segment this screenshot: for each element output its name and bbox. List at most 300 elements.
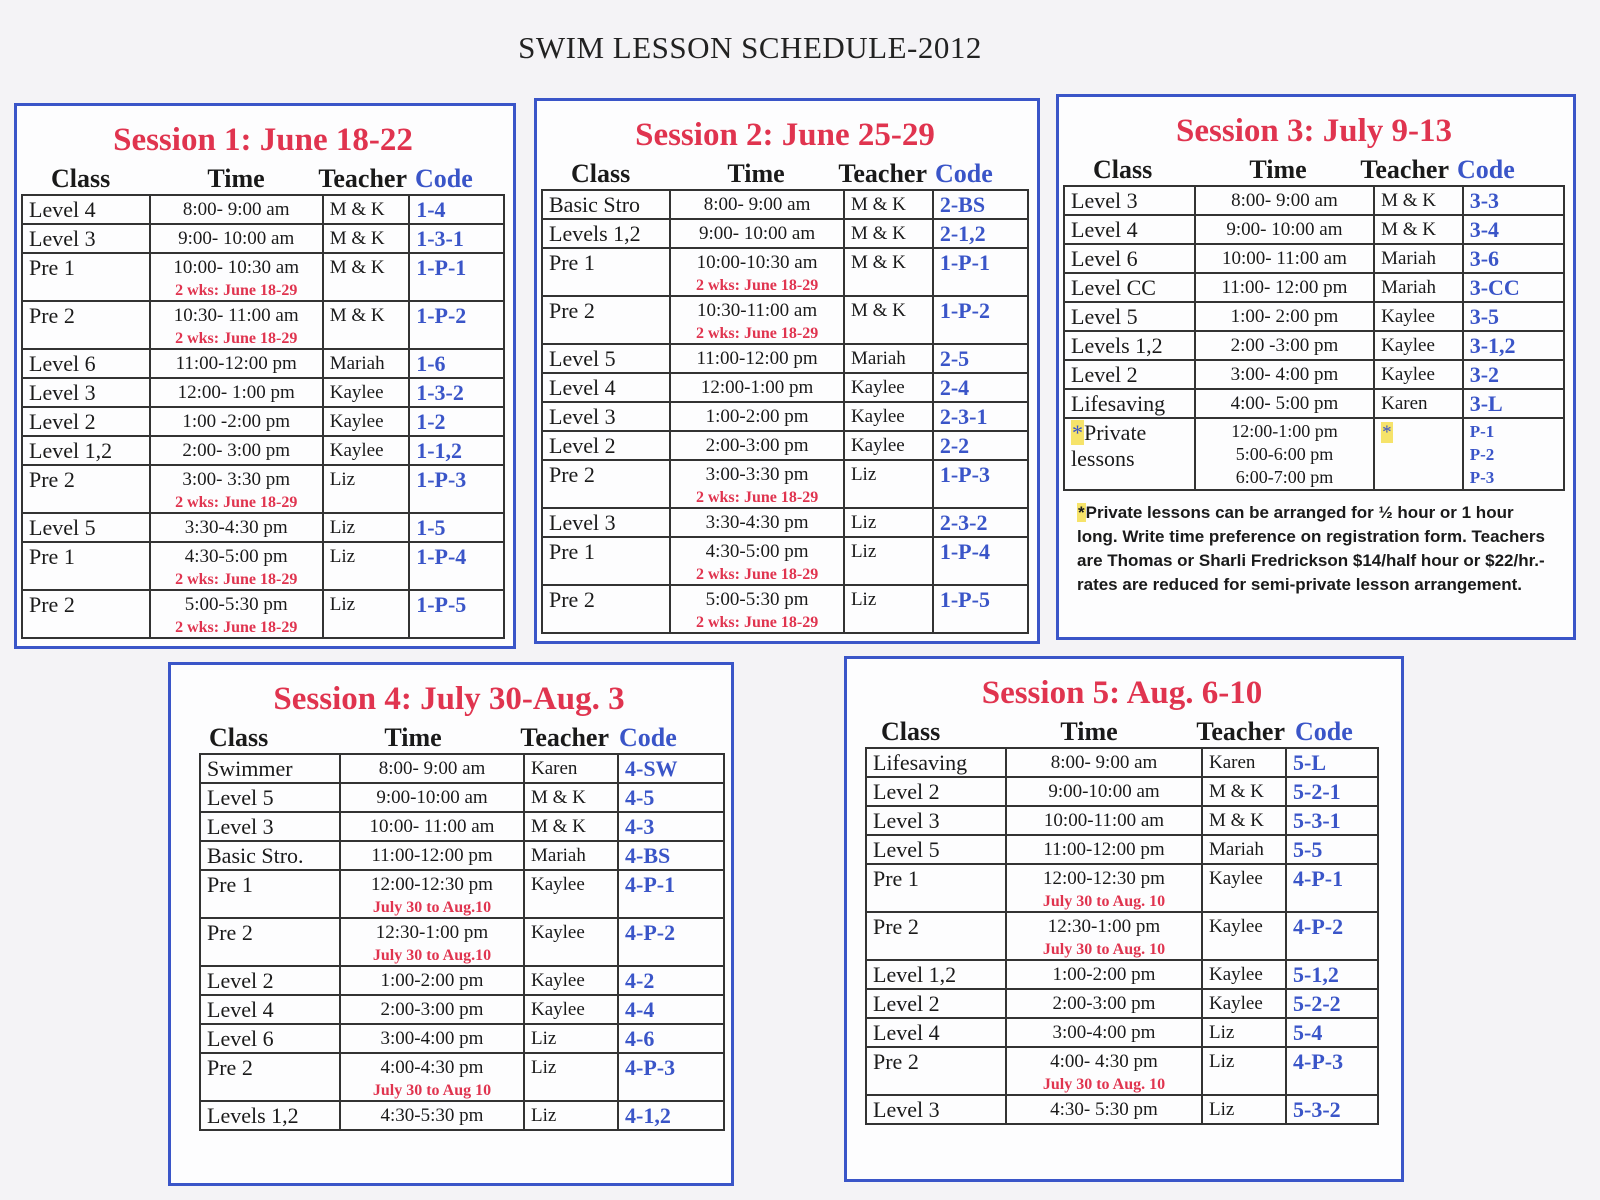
date-range-note: 2 wks: June 18-29 [695, 325, 819, 342]
time-value: 5:00-5:30 pm [705, 589, 809, 610]
class-cell: Level 3 [866, 806, 1006, 835]
time-value: 3:00- 3:30 pm [182, 469, 291, 490]
code-cell: 2-1,2 [933, 219, 1028, 248]
code-cell: 5-2-1 [1286, 777, 1378, 806]
table-row [200, 1024, 724, 1053]
code-header: Code [415, 164, 473, 193]
time-cell [1195, 186, 1374, 215]
class-cell: Pre 1 [22, 253, 150, 301]
table-row [1064, 244, 1564, 273]
private-time: 12:00-1:00 pm [1231, 421, 1338, 441]
code-cell: 1-P-4 [933, 537, 1028, 585]
teacher-cell: Kaylee [1202, 864, 1286, 912]
class-cell: Levels 1,2 [200, 1101, 340, 1130]
teacher-cell: Liz [323, 513, 410, 542]
time-cell [670, 508, 844, 537]
code-header: Code [619, 723, 677, 752]
table-row [866, 1095, 1378, 1124]
time-cell [340, 754, 524, 783]
teacher-cell: Liz [1202, 1018, 1286, 1047]
code-cell: 5-3-1 [1286, 806, 1378, 835]
session-4-box [168, 662, 734, 1186]
date-range-note: 2 wks: June 18-29 [175, 330, 298, 347]
table-row [542, 190, 1028, 219]
time-cell [150, 513, 323, 542]
schedule-table [21, 194, 505, 639]
class-cell: Level 1,2 [866, 960, 1006, 989]
code-cell: 1-P-2 [409, 301, 504, 349]
time-cell [150, 590, 323, 638]
time-cell [1195, 273, 1374, 302]
time-cell [340, 870, 524, 918]
teacher-cell: Mariah [1374, 273, 1463, 302]
time-cell [670, 373, 844, 402]
teacher-header: Teacher [520, 723, 609, 752]
teacher-cell: Kaylee [524, 918, 618, 966]
time-value: 12:00-12:30 pm [1043, 868, 1165, 889]
time-cell [1195, 389, 1374, 418]
teacher-cell: Liz [524, 1101, 618, 1130]
time-cell [1195, 215, 1374, 244]
session-title: Session 5: Aug. 6-10 [981, 675, 1263, 711]
time-value: 10:00-11:00 am [1043, 810, 1165, 831]
table-row [866, 864, 1378, 912]
time-value: 10:00- 10:30 am [173, 257, 300, 278]
teacher-cell: Liz [844, 537, 933, 585]
teacher-cell: Kaylee [323, 436, 410, 465]
time-cell [670, 431, 844, 460]
schedule-table [1063, 185, 1565, 491]
code-cell: 1-P-1 [409, 253, 504, 301]
class-header: Class [209, 723, 269, 752]
table-row [22, 513, 504, 542]
date-range-note: July 30 to Aug. 10 [1042, 941, 1166, 958]
class-cell: Level 5 [1064, 302, 1195, 331]
teacher-cell: Mariah [524, 841, 618, 870]
class-cell: Pre 2 [200, 918, 340, 966]
class-cell: Level 3 [200, 812, 340, 841]
table-row [866, 748, 1378, 777]
table-row [1064, 186, 1564, 215]
time-cell [1195, 244, 1374, 273]
time-cell [150, 436, 323, 465]
time-value: 3:00-4:00 pm [1052, 1022, 1156, 1043]
table-row [866, 1047, 1378, 1095]
table-row [542, 344, 1028, 373]
teacher-cell: Liz [1202, 1095, 1286, 1124]
time-value: 9:00-10:00 am [376, 787, 488, 808]
class-cell: Level 2 [200, 966, 340, 995]
time-value: 12:00-1:00 pm [700, 377, 814, 398]
table-row [22, 590, 504, 638]
teacher-cell: M & K [1374, 215, 1463, 244]
time-value: 1:00-2:00 pm [1052, 964, 1156, 985]
code-cell: 3-1,2 [1463, 331, 1564, 360]
time-cell [1006, 864, 1202, 912]
time-cell [150, 407, 323, 436]
date-range-note: July 30 to Aug.10 [372, 947, 492, 964]
class-cell: Level 5 [542, 344, 670, 373]
teacher-cell: Kaylee [1202, 989, 1286, 1018]
code-cell: 4-5 [618, 783, 724, 812]
time-cell [1195, 331, 1374, 360]
table-row [22, 465, 504, 513]
teacher-cell: Liz [323, 465, 410, 513]
time-cell [150, 349, 323, 378]
code-cell: 3-6 [1463, 244, 1564, 273]
teacher-cell: M & K [524, 812, 618, 841]
class-header: Class [1093, 155, 1153, 184]
schedule-table [541, 189, 1029, 634]
time-cell [1006, 1018, 1202, 1047]
time-value: 10:30-11:00 am [697, 300, 818, 321]
time-value: 4:30-5:00 pm [705, 541, 809, 562]
teacher-cell: M & K [844, 248, 933, 296]
time-value: 12:00-12:30 pm [371, 874, 493, 895]
session-title: Session 1: June 18-22 [113, 122, 413, 158]
time-value: 11:00- 12:00 pm [1221, 277, 1348, 298]
time-cell [150, 301, 323, 349]
code-cell: 5-4 [1286, 1018, 1378, 1047]
table-row [1064, 273, 1564, 302]
table-row [542, 508, 1028, 537]
code-cell: 1-P-2 [933, 296, 1028, 344]
table-row [200, 754, 724, 783]
date-range-note: 2 wks: June 18-29 [695, 277, 819, 294]
class-cell: Pre 2 [22, 590, 150, 638]
code-cell: 2-2 [933, 431, 1028, 460]
class-cell: Pre 2 [542, 460, 670, 508]
code-cell: 1-1,2 [409, 436, 504, 465]
code-cell: 3-4 [1463, 215, 1564, 244]
time-cell [150, 253, 323, 301]
code-cell: 4-4 [618, 995, 724, 1024]
time-value: 4:00- 4:30 pm [1050, 1051, 1158, 1072]
teacher-cell: M & K [844, 219, 933, 248]
class-cell: Levels 1,2 [542, 219, 670, 248]
time-value: 8:00- 9:00 am [703, 194, 811, 215]
teacher-cell: Karen [1374, 389, 1463, 418]
class-cell: Level 2 [542, 431, 670, 460]
code-cell: 2-3-1 [933, 402, 1028, 431]
time-value: 1:00-2:00 pm [705, 406, 809, 427]
time-value: 4:30- 5:30 pm [1050, 1099, 1158, 1120]
time-cell [340, 918, 524, 966]
date-range-note: 2 wks: June 18-29 [175, 571, 298, 588]
time-header: Time [1249, 155, 1307, 184]
session-3-box [1056, 94, 1576, 640]
asterisk-marker: * [1072, 420, 1083, 445]
date-range-note: July 30 to Aug 10 [372, 1082, 492, 1099]
private-class-label-2: lessons [1071, 446, 1135, 471]
table-header [851, 713, 1393, 747]
time-cell [1006, 960, 1202, 989]
asterisk-marker: * [1078, 503, 1085, 522]
class-cell: Level CC [1064, 273, 1195, 302]
table-row [22, 378, 504, 407]
class-cell: Level 3 [22, 224, 150, 253]
time-value: 12:00- 1:00 pm [177, 382, 295, 403]
teacher-header: Teacher [1196, 717, 1285, 746]
class-cell: Swimmer [200, 754, 340, 783]
code-cell: 1-2 [409, 407, 504, 436]
table-row [542, 373, 1028, 402]
table-row [866, 1018, 1378, 1047]
session-title: Session 3: July 9-13 [1176, 113, 1452, 149]
date-range-note: July 30 to Aug.10 [372, 899, 492, 916]
class-cell: Pre 2 [542, 296, 670, 344]
class-cell: Basic Stro [542, 190, 670, 219]
class-cell: Lifesaving [1064, 389, 1195, 418]
time-cell [340, 812, 524, 841]
private-time: 6:00-7:00 pm [1235, 467, 1334, 487]
code-cell: 4-P-3 [1286, 1047, 1378, 1095]
code-cell: 1-P-3 [409, 465, 504, 513]
table-row [866, 960, 1378, 989]
code-cell: 1-3-1 [409, 224, 504, 253]
time-value: 10:30- 11:00 am [173, 305, 299, 326]
class-cell: Pre 2 [22, 301, 150, 349]
teacher-cell: M & K [1202, 806, 1286, 835]
code-header: Code [1457, 155, 1515, 184]
table-row [200, 870, 724, 918]
time-value: 11:00-12:00 pm [175, 353, 297, 374]
table-row [22, 195, 504, 224]
time-value: 4:30-5:00 pm [184, 546, 288, 567]
code-cell: 4-P-1 [618, 870, 724, 918]
class-header: Class [881, 717, 941, 746]
class-cell: Level 4 [22, 195, 150, 224]
class-cell: Level 2 [22, 407, 150, 436]
code-cell: 4-6 [618, 1024, 724, 1053]
teacher-cell: Kaylee [1202, 960, 1286, 989]
class-cell: Level 3 [1064, 186, 1195, 215]
time-value: 1:00- 2:00 pm [1230, 306, 1339, 327]
date-range-note: 2 wks: June 18-29 [695, 614, 819, 631]
time-value: 11:00-12:00 pm [1043, 839, 1165, 860]
code-cell: 3-5 [1463, 302, 1564, 331]
time-cell [340, 1053, 524, 1101]
class-cell: Pre 1 [866, 864, 1006, 912]
time-value: 1:00 -2:00 pm [182, 411, 291, 432]
teacher-cell: Liz [844, 585, 933, 633]
teacher-cell: Liz [323, 590, 410, 638]
code-cell: 4-SW [618, 754, 724, 783]
teacher-cell: Kaylee [1374, 360, 1463, 389]
time-header: Time [1060, 717, 1118, 746]
teacher-cell: M & K [323, 224, 410, 253]
teacher-cell: Liz [1202, 1047, 1286, 1095]
table-row [542, 537, 1028, 585]
time-cell [1006, 1095, 1202, 1124]
time-value: 9:00- 10:00 am [178, 228, 295, 249]
code-cell: 1-P-5 [409, 590, 504, 638]
time-cell [150, 378, 323, 407]
class-cell: Level 5 [22, 513, 150, 542]
time-cell [340, 966, 524, 995]
teacher-cell: M & K [1374, 186, 1463, 215]
table-row [866, 835, 1378, 864]
table-row [22, 301, 504, 349]
teacher-header: Teacher [318, 164, 407, 193]
teacher-cell: Kaylee [844, 431, 933, 460]
class-cell: Pre 2 [200, 1053, 340, 1101]
code-cell: 4-P-3 [618, 1053, 724, 1101]
teacher-cell: Kaylee [524, 870, 618, 918]
date-range-note: 2 wks: June 18-29 [695, 566, 819, 583]
table-row [542, 460, 1028, 508]
teacher-cell: Kaylee [844, 402, 933, 431]
private-code: P-2 [1469, 445, 1495, 464]
teacher-cell: Mariah [1202, 835, 1286, 864]
code-cell: 1-P-3 [933, 460, 1028, 508]
table-row [1064, 215, 1564, 244]
code-cell: 2-3-2 [933, 508, 1028, 537]
table-header [541, 155, 1029, 189]
table-row [200, 812, 724, 841]
class-cell: Level 2 [866, 777, 1006, 806]
class-cell: Level 6 [22, 349, 150, 378]
time-header: Time [727, 159, 785, 188]
time-cell [150, 465, 323, 513]
code-cell: 4-BS [618, 841, 724, 870]
code-cell: 3-L [1463, 389, 1564, 418]
session-1-box [14, 103, 516, 649]
class-cell: Level 4 [200, 995, 340, 1024]
private-class-label: Private [1084, 420, 1147, 445]
time-cell [1006, 835, 1202, 864]
private-lessons-row [1064, 418, 1564, 490]
teacher-cell: M & K [323, 301, 410, 349]
class-cell: Level 6 [200, 1024, 340, 1053]
time-value: 10:00-10:30 am [696, 252, 818, 273]
table-row [22, 224, 504, 253]
time-cell [1195, 360, 1374, 389]
table-row [1064, 360, 1564, 389]
time-value: 11:00-12:00 pm [696, 348, 818, 369]
code-cell: 1-P-5 [933, 585, 1028, 633]
table-row [1064, 302, 1564, 331]
time-cell [1006, 989, 1202, 1018]
table-row [542, 248, 1028, 296]
private-code: P-3 [1469, 468, 1495, 487]
table-header [175, 719, 723, 753]
time-cell [670, 190, 844, 219]
table-row [200, 918, 724, 966]
teacher-cell: Kaylee [323, 407, 410, 436]
teacher-cell: Mariah [844, 344, 933, 373]
table-row [22, 407, 504, 436]
time-cell [150, 542, 323, 590]
class-cell: Level 3 [542, 402, 670, 431]
teacher-cell: Liz [524, 1024, 618, 1053]
time-cell [150, 195, 323, 224]
time-value: 4:00-4:30 pm [380, 1057, 484, 1078]
teacher-header: Teacher [838, 159, 927, 188]
code-cell: 4-3 [618, 812, 724, 841]
time-cell [150, 224, 323, 253]
time-value: 8:00- 9:00 am [182, 199, 290, 220]
code-cell: 1-3-2 [409, 378, 504, 407]
teacher-cell: Kaylee [1374, 331, 1463, 360]
code-cell: 5-3-2 [1286, 1095, 1378, 1124]
code-cell: 5-2-2 [1286, 989, 1378, 1018]
code-cell: 3-3 [1463, 186, 1564, 215]
time-header: Time [384, 723, 442, 752]
time-cell [670, 537, 844, 585]
private-time: 5:00-6:00 pm [1235, 444, 1334, 464]
class-cell: Level 5 [200, 783, 340, 812]
class-cell: Level 6 [1064, 244, 1195, 273]
time-value: 8:00- 9:00 am [1050, 752, 1158, 773]
class-cell: Level 4 [866, 1018, 1006, 1047]
date-range-note: July 30 to Aug. 10 [1042, 1076, 1166, 1093]
teacher-cell: M & K [844, 296, 933, 344]
teacher-cell: M & K [844, 190, 933, 219]
time-value: 3:30-4:30 pm [705, 512, 809, 533]
schedule-table [865, 747, 1379, 1125]
time-value: 2:00-3:00 pm [380, 999, 484, 1020]
class-cell: Basic Stro. [200, 841, 340, 870]
class-cell: Level 2 [1064, 360, 1195, 389]
time-cell [1006, 1047, 1202, 1095]
table-row [200, 1101, 724, 1130]
teacher-cell: Liz [844, 508, 933, 537]
class-cell: Pre 2 [866, 1047, 1006, 1095]
code-cell: 2-5 [933, 344, 1028, 373]
table-row [22, 436, 504, 465]
class-cell: Level 1,2 [22, 436, 150, 465]
teacher-cell: M & K [323, 195, 410, 224]
code-cell: 1-5 [409, 513, 504, 542]
table-row [200, 966, 724, 995]
teacher-header: Teacher [1360, 155, 1449, 184]
code-header: Code [935, 159, 993, 188]
table-row [542, 585, 1028, 633]
teacher-cell: Karen [524, 754, 618, 783]
class-cell: Level 2 [866, 989, 1006, 1018]
table-row [22, 349, 504, 378]
code-cell: 4-P-2 [618, 918, 724, 966]
time-cell [670, 248, 844, 296]
time-value: 2:00- 3:00 pm [182, 440, 291, 461]
table-row [22, 253, 504, 301]
time-cell [670, 585, 844, 633]
table-row [866, 989, 1378, 1018]
class-cell: Pre 2 [22, 465, 150, 513]
schedule-table [199, 753, 725, 1131]
time-value: 10:00- 11:00 am [369, 816, 495, 837]
time-value: 4:00- 5:00 pm [1230, 393, 1339, 414]
teacher-cell: Kaylee [323, 378, 410, 407]
teacher-cell: M & K [524, 783, 618, 812]
time-value: 9:00- 10:00 am [1226, 219, 1343, 240]
table-row [1064, 331, 1564, 360]
class-cell: Pre 1 [542, 537, 670, 585]
table-row [542, 402, 1028, 431]
time-value: 3:30-4:30 pm [184, 517, 288, 538]
table-row [200, 783, 724, 812]
teacher-cell: Liz [524, 1053, 618, 1101]
teacher-cell: Kaylee [524, 995, 618, 1024]
asterisk-marker: * [1382, 422, 1392, 443]
date-range-note: 2 wks: June 18-29 [175, 619, 298, 636]
code-cell: 4-P-1 [1286, 864, 1378, 912]
table-row [200, 1053, 724, 1101]
class-cell: Level 3 [542, 508, 670, 537]
class-cell: Pre 1 [22, 542, 150, 590]
time-cell [1006, 777, 1202, 806]
